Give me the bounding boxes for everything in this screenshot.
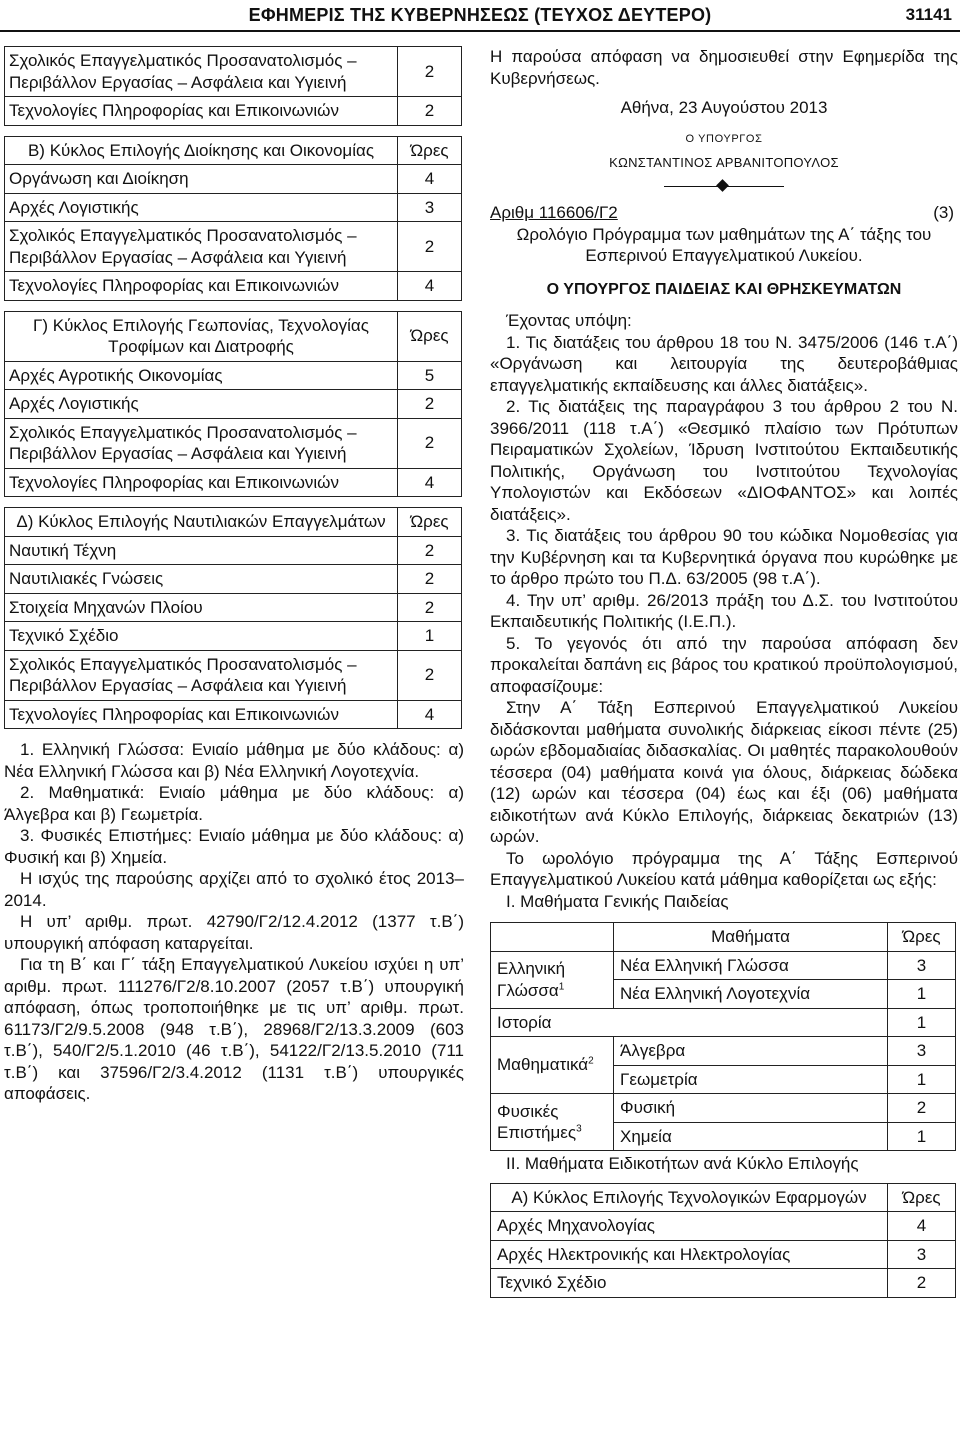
subject-cell: Χημεία (614, 1122, 888, 1151)
subject-cell: Σχολικός Επαγγελματικός Προσανατολισμός – Περιβάλλον Εργασίας – Ασφάλεια και Υγιεινή (5, 222, 398, 272)
recital: 1. Τις διατάξεις του άρθρου 18 του Ν. 3475/2006 (146 τ.Α΄) «Οργάνωση και λειτουργία της δευτεροβάθμιας επαγγελματικής εκπαίδευσης και άλλες διατάξεις». (490, 332, 958, 395)
subject-cell: Νέα Ελληνική Λογοτεχνία (614, 980, 888, 1009)
cycle-title: Α) Κύκλος Επιλογής Τεχνολογικών Εφαρμογών (491, 1183, 888, 1212)
hours-cell: 1 (888, 1008, 956, 1037)
hours-header: Ώρες (888, 1183, 956, 1212)
hours-cell: 2 (398, 593, 462, 622)
table-header-row (491, 1183, 956, 1212)
hours-cell: 3 (888, 951, 956, 980)
hours-cell: 1 (888, 1122, 956, 1151)
hours-cell: 1 (888, 980, 956, 1009)
subject-cell: Νέα Ελληνική Γλώσσα (614, 951, 888, 980)
cycle-a-table (490, 1183, 956, 1298)
table-header-row (5, 311, 462, 361)
subject-cell: Ναυτική Τέχνη (5, 536, 398, 565)
hours-cell: 2 (888, 1269, 956, 1298)
table-row (5, 565, 462, 594)
decision-line (490, 202, 958, 224)
table-row (5, 47, 462, 97)
hours-cell: 1 (398, 622, 462, 651)
subject-cell: Αρχές Λογιστικής (5, 193, 398, 222)
table-row (5, 593, 462, 622)
table-row (491, 1008, 956, 1037)
table-row (5, 272, 462, 301)
subject-cell: Αρχές Μηχανολογίας (491, 1212, 888, 1241)
cycle-title: Δ) Κύκλος Επιλογής Ναυτιλιακών Επαγγελμάτων (5, 508, 398, 537)
subjects-header: Μαθήματα (614, 923, 888, 952)
hours-cell: 3 (888, 1037, 956, 1066)
subject-cell: Ναυτιλιακές Γνώσεις (5, 565, 398, 594)
table-row (5, 222, 462, 272)
table-row (491, 1212, 956, 1241)
decision-ref: (3) (933, 202, 954, 222)
hours-cell: 2 (398, 565, 462, 594)
cycle-b-table (4, 136, 462, 301)
gazette-title: ΕΦΗΜΕΡΙΣ ΤΗΣ ΚΥΒΕΡΝΗΣΕΩΣ (ΤΕΥΧΟΣ ΔΕΥΤΕΡΟ) (248, 5, 712, 25)
subject-cell: Ιστορία (491, 1008, 888, 1037)
group-cell: Φυσικές Επιστήμες$^3$ (491, 1094, 614, 1151)
hours-header: Ώρες (398, 136, 462, 165)
decision-subject: Ωρολόγιο Πρόγραμμα των μαθημάτων της Α΄ τάξης του Εσπερινού Επαγγελματικού Λυκείου. (516, 224, 932, 265)
table-row (5, 700, 462, 729)
hours-header: Ώρες (398, 311, 462, 361)
subject-cell: Τεχνολογίες Πληροφορίας και Επικοινωνιών (5, 468, 398, 497)
table-row (491, 1269, 956, 1298)
hours-cell: 2 (398, 222, 462, 272)
decision-number: Αριθμ 116606/Γ2 (490, 202, 618, 222)
footnote: 2. Μαθηματικά: Ενιαίο μάθημα με δύο κλάδους: α) Άλγεβρα και β) Γεωμετρία. (4, 783, 464, 824)
section-divider (664, 180, 784, 194)
hours-cell: 4 (398, 468, 462, 497)
diamond-icon (716, 179, 729, 192)
subject-cell: Σχολικός Επαγγελματικός Προσανατολισμός – Περιβάλλον Εργασίας – Ασφάλεια και Υγιεινή (5, 418, 398, 468)
minister-title: Ο ΥΠΟΥΡΓΟΣ (685, 132, 763, 145)
subject-cell: Αρχές Ηλεκτρονικής και Ηλεκτρολογίας (491, 1240, 888, 1269)
table-row (491, 1037, 956, 1066)
repeal-paragraph: Η υπ’ αριθμ. πρωτ. 42790/Γ2/12.4.2012 (1377 τ.Β΄) υπουργική απόφαση καταργείται. (4, 912, 464, 953)
footnotes (4, 739, 464, 1105)
table-row (5, 165, 462, 194)
hours-cell: 4 (398, 700, 462, 729)
footnote: 1. Ελληνική Γλώσσα: Ενιαίο μάθημα με δύο κλάδους: α) Νέα Ελληνική Γλώσσα και β) Νέα Ελληνική Λογοτεχνία. (4, 740, 464, 781)
group-cell: Μαθηματικά$^2$ (491, 1037, 614, 1094)
table-row (5, 622, 462, 651)
applicability-paragraph: Για τη Β΄ και Γ΄ τάξη Επαγγελματικού Λυκείου ισχύει η υπ’ αριθμ. πρωτ. 111276/Γ2/8.10.2007 (2057 τ.Β΄) υπουργική απόφαση, όπως τροποποιήθηκε με τις υπ’ αριθμ. πρωτ. 61173/Γ2/9.5.2008 (948 τ.Β΄), 28968/Γ2/13.3.2009 (603 τ.Β΄), 540/Γ2/5.1.2010 (46 τ.Β΄), 54122/Γ2/13.5.2010 (711 τ.Β΄) και 37596/Γ2/3.4.2012 (1131 τ.Β΄) υπουργικές αποφάσεις. (4, 955, 464, 1103)
table-row (491, 1240, 956, 1269)
recital: 3. Τις διατάξεις του άρθρου 90 του κώδικα Νομοθεσίας για την Κυβέρνηση και τα Κυβερνητικά όργανα που κυρώθηκε με το άρθρο πρώτο του Π.Δ. 63/2005 (98 τ.Α΄). (490, 526, 958, 588)
hours-cell: 2 (398, 97, 462, 126)
footnote: 3. Φυσικές Επιστήμες: Ενιαίο μάθημα με δύο κλάδους: α) Φυσική και β) Χημεία. (4, 826, 464, 867)
hours-header: Ώρες (398, 508, 462, 537)
decision-body: Το ωρολόγιο πρόγραμμα της Α΄ Τάξης Εσπερινού Επαγγελματικού Λυκείου κατά μάθημα καθορίζεται ως εξής: (490, 848, 958, 889)
hours-cell: 1 (888, 1065, 956, 1094)
table-row (5, 468, 462, 497)
cycle-title: Β) Κύκλος Επιλογής Διοίκησης και Οικονομίας (5, 136, 398, 165)
table-row (5, 97, 462, 126)
hours-cell: 4 (398, 165, 462, 194)
general-education-table (490, 922, 956, 1151)
hours-cell: 2 (398, 390, 462, 419)
hours-cell: 2 (398, 418, 462, 468)
subject-cell: Αρχές Λογιστικής (5, 390, 398, 419)
table-row (5, 361, 462, 390)
table-row (5, 390, 462, 419)
having-regard: Έχοντας υπόψη: (506, 311, 632, 330)
hours-cell: 3 (888, 1240, 956, 1269)
hours-cell: 2 (398, 47, 462, 97)
publication-order: Η παρούσα απόφαση να δημοσιευθεί στην Εφημερίδα της Κυβερνήσεως. (490, 47, 958, 88)
decision-body: Στην Α΄ Τάξη Εσπερινού Επαγγελματικού Λυκείου διδάσκονται μαθήματα συνολικής διάρκειας είκοσι πέντε (25) ωρών εβδομαδιαίας διδασκαλίας. Οι μαθητές παρακολουθούν τέσσερα (04) μαθήματα κοινά για όλους, διάρκειας δώδεκα (12) ωρών και τέσσερα (04) έως και έξι (06) μαθήματα ειδικοτήτων ανά Κύκλο Επιλογής, διάρκειας δεκατριών (13) ωρών. (490, 698, 958, 846)
cycle-c-table (4, 311, 462, 498)
table-row (5, 650, 462, 700)
subject-cell: Οργάνωση και Διοίκηση (5, 165, 398, 194)
hours-cell: 3 (398, 193, 462, 222)
recital: 2. Τις διατάξεις της παραγράφου 3 του άρθρου 2 του Ν. 3966/2011 (118 τ.Α΄) «Θεσμικό πλαίσιο των Πρότυπων Πειραματικών Σχολείων, Ίδρυση Ινστιτούτου Εκπαιδευτικής Πολιτικής, Οργάνωση του Ινστιτούτου Τεχνολογίας Υπολογιστών και Εκδόσεων «ΔΙΟΦΑΝΤΟΣ» και λοιπές διατάξεις». (490, 397, 958, 524)
header-divider (0, 30, 960, 32)
table-row (491, 951, 956, 980)
right-column (490, 46, 958, 1298)
subject-cell: Τεχνολογίες Πληροφορίας και Επικοινωνιών (5, 700, 398, 729)
subject-cell: Τεχνολογίες Πληροφορίας και Επικοινωνιών (5, 97, 398, 126)
subject-cell: Σχολικός Επαγγελματικός Προσανατολισμός – Περιβάλλον Εργασίας – Ασφάλεια και Υγιεινή (5, 47, 398, 97)
hours-header: Ώρες (888, 923, 956, 952)
cycle-title: Γ) Κύκλος Επιλογής Γεωπονίας, Τεχνολογίας Τροφίμων και Διατροφής (5, 311, 398, 361)
recital: 4. Την υπ’ αριθμ. 26/2013 πράξη του Δ.Σ. του Ινστιτούτου Εκπαιδευτικής Πολιτικής (Ι.Ε.Π.). (490, 590, 958, 631)
cycle-a-continued-table (4, 46, 462, 126)
subject-cell: Αρχές Αγροτικής Οικονομίας (5, 361, 398, 390)
page-number: 31141 (905, 5, 952, 24)
hours-cell: 2 (888, 1094, 956, 1123)
hours-cell: 2 (398, 536, 462, 565)
subject-cell: Άλγεβρα (614, 1037, 888, 1066)
recital: 5. Το γεγονός ότι από την παρούσα απόφαση δεν προκαλείται δαπάνη εις βάρος του κρατικού προϋπολογισμού, αποφασίζουμε: (490, 633, 958, 696)
section-heading: Ι. Μαθήματα Γενικής Παιδείας (506, 891, 729, 911)
table-row (5, 193, 462, 222)
table-row (491, 1094, 956, 1123)
issuer-heading: Ο ΥΠΟΥΡΓΟΣ ΠΑΙΔΕΙΑΣ ΚΑΙ ΘΡΗΣΚΕΥΜΑΤΩΝ (546, 280, 902, 298)
group-cell: Ελληνική Γλώσσα$^1$ (491, 951, 614, 1008)
hours-cell: 2 (398, 650, 462, 700)
hours-cell: 5 (398, 361, 462, 390)
minister-name: ΚΩΝΣΤΑΝΤΙΝΟΣ ΑΡΒΑΝΙΤΟΠΟΥΛΟΣ (609, 155, 839, 170)
effective-date-paragraph: Η ισχύς της παρούσης αρχίζει από το σχολικό έτος 2013–2014. (4, 869, 464, 910)
table-header-row (491, 923, 956, 952)
subject-cell: Τεχνικό Σχέδιο (5, 622, 398, 651)
subject-cell: Φυσική (614, 1094, 888, 1123)
subject-cell: Σχολικός Επαγγελματικός Προσανατολισμός – Περιβάλλον Εργασίας – Ασφάλεια και Υγιεινή (5, 650, 398, 700)
cycle-d-table (4, 507, 462, 729)
subject-cell: Τεχνικό Σχέδιο (491, 1269, 888, 1298)
hours-cell: 4 (888, 1212, 956, 1241)
page-header (0, 0, 960, 32)
table-row (5, 536, 462, 565)
table-header-row (5, 508, 462, 537)
place-date: Αθήνα, 23 Αυγούστου 2013 (620, 98, 828, 117)
subject-cell: Στοιχεία Μηχανών Πλοίου (5, 593, 398, 622)
table-row (5, 418, 462, 468)
subject-cell: Γεωμετρία (614, 1065, 888, 1094)
section-heading: ΙΙ. Μαθήματα Ειδικοτήτων ανά Κύκλο Επιλογής (506, 1154, 859, 1173)
hours-cell: 4 (398, 272, 462, 301)
left-column (4, 46, 464, 1105)
subject-cell: Τεχνολογίες Πληροφορίας και Επικοινωνιών (5, 272, 398, 301)
table-header-row (5, 136, 462, 165)
